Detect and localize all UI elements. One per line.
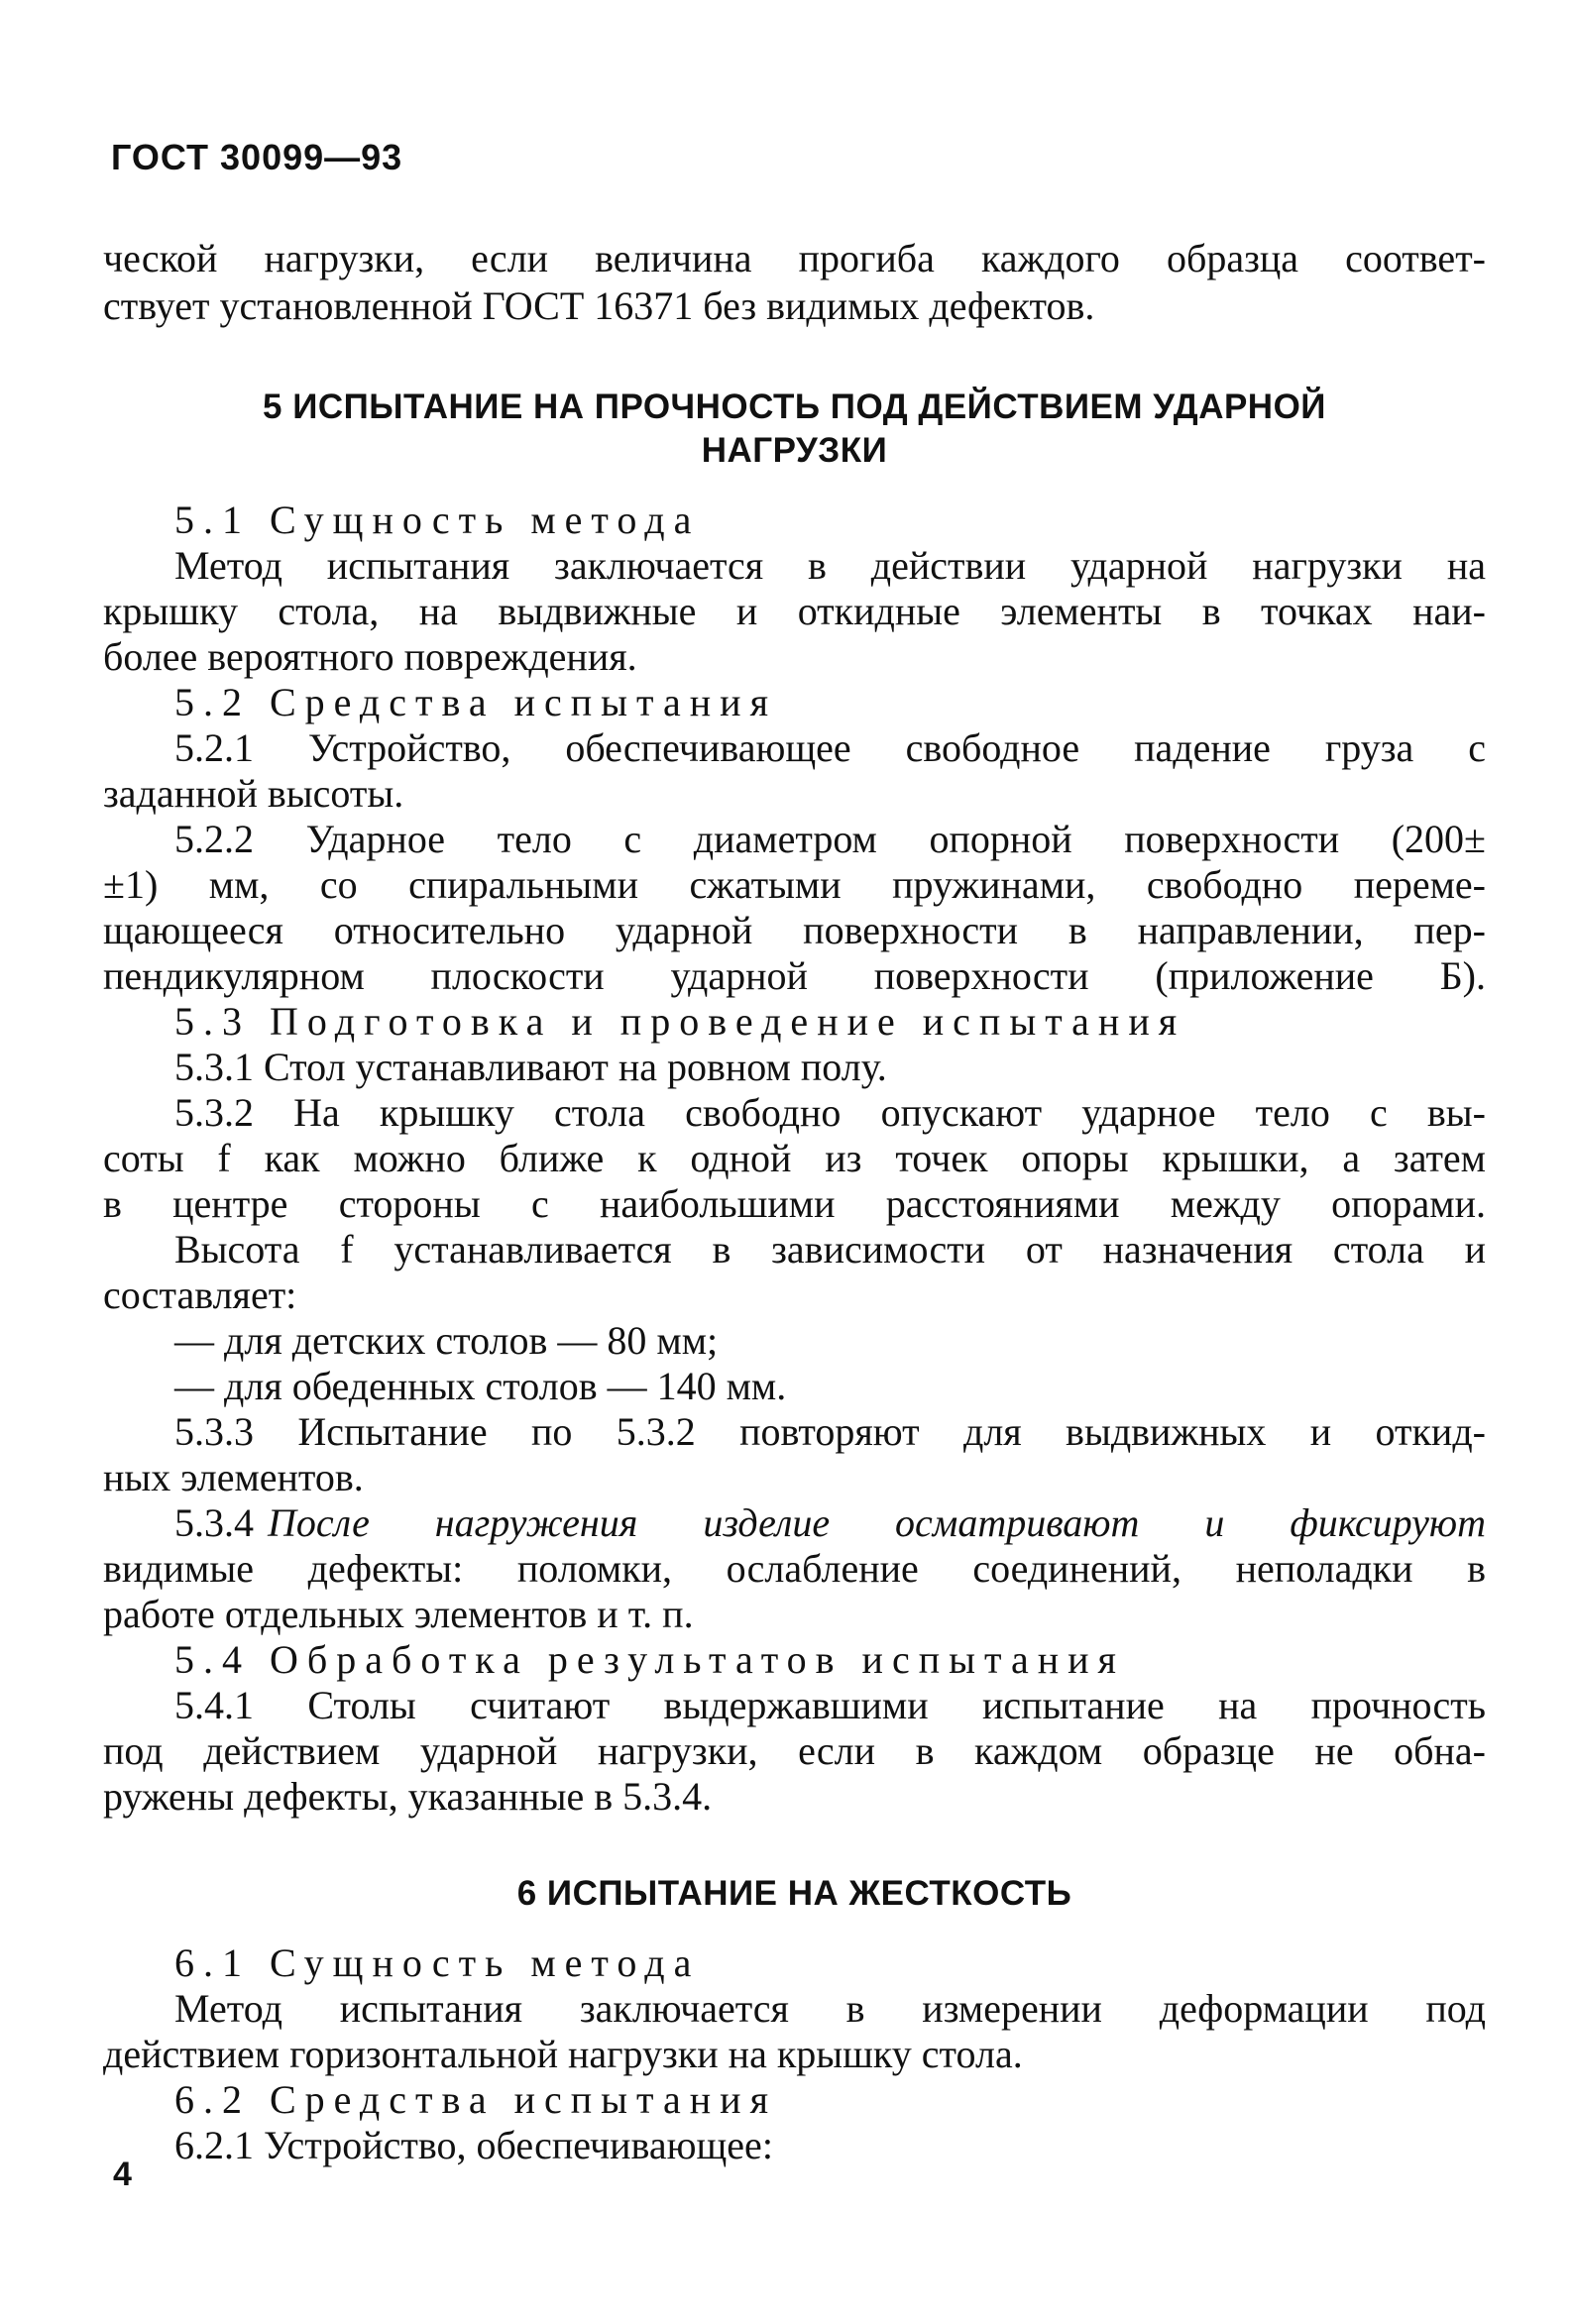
section-heading: 5 ИСПЫТАНИЕ НА ПРОЧНОСТЬ ПОД ДЕЙСТВИЕМ УДАРНОЙ	[263, 387, 1326, 426]
text-line: действием горизонтальной нагрузки на крышку стола.	[103, 2032, 1023, 2076]
text-line: ствует установленной ГОСТ 16371 без видимых дефектов.	[103, 283, 1095, 328]
clause-number: 5.3.4	[174, 1500, 254, 1545]
text-line: 6.2.1 Устройство, обеспечивающее:	[174, 2123, 773, 2167]
list-item: — для детских столов — 80 мм;	[174, 1318, 719, 1363]
text-line: видимые дефекты: поломки, ослабление соединений, неполадки в	[103, 1546, 1486, 1591]
subsection-heading: 6.1 Сущность метода	[174, 1940, 701, 1985]
text-line: 5.3.3 Испытание по 5.3.2 повторяют для выдвижных и откид-	[174, 1409, 1486, 1454]
text-line: работе отдельных элементов и т. п.	[103, 1592, 694, 1636]
text-line: под действием ударной нагрузки, если в каждом образце не обна-	[103, 1728, 1486, 1773]
text-line: Высота f устанавливается в зависимости от назначения стола и	[174, 1227, 1486, 1272]
list-item: — для обеденных столов — 140 мм.	[174, 1364, 787, 1408]
text-line: составляет:	[103, 1273, 297, 1317]
text-line: 5.4.1 Столы считают выдержавшими испытание на прочность	[174, 1683, 1486, 1727]
text-line: 5.2.1 Устройство, обеспечивающее свободное падение груза с	[174, 725, 1486, 770]
text-line: ческой нагрузки, если величина прогиба каждого образца соответ-	[103, 236, 1486, 280]
subsection-heading: 6.2 Средства испытания	[174, 2077, 777, 2122]
text-line: ных элементов.	[103, 1455, 364, 1499]
subsection-heading: 5.1 Сущность метода	[174, 498, 701, 542]
text-line: более вероятного повреждения.	[103, 634, 637, 679]
text-line: ±1) мм, со спиральными сжатыми пружинами, свободно переме-	[103, 862, 1486, 907]
text-line: в центре стороны с наибольшими расстояниями между опорами.	[103, 1181, 1486, 1226]
text-line: Метод испытания заключается в действии ударной нагрузки на	[174, 543, 1486, 588]
section-heading: 6 ИСПЫТАНИЕ НА ЖЕСТКОСТЬ	[516, 1874, 1072, 1913]
subsection-heading: 5.2 Средства испытания	[174, 680, 777, 724]
text-line: соты f как можно ближе к одной из точек опоры крышки, а затем	[103, 1136, 1486, 1180]
text-line: пендикулярном плоскости ударной поверхности (приложение Б).	[103, 953, 1486, 998]
subsection-heading: 5.3 Подготовка и проведение испытания	[174, 999, 1186, 1044]
text-line: 5.3.2 На крышку стола свободно опускают ударное тело с вы-	[174, 1090, 1486, 1135]
text-line: щающееся относительно ударной поверхности в направлении, пер-	[103, 908, 1486, 952]
text-line: Метод испытания заключается в измерении деформации под	[174, 1986, 1486, 2031]
text-line: 5.2.2 Ударное тело с диаметром опорной поверхности (200±	[174, 817, 1486, 861]
text-line	[174, 1500, 1486, 1546]
subsection-heading: 5.4 Обработка результатов испытания	[174, 1637, 1125, 1682]
page-number: 4	[113, 2156, 132, 2193]
text-line: 5.3.1 Стол устанавливают на ровном полу.	[174, 1045, 887, 1089]
section-heading: НАГРУЗКИ	[701, 431, 888, 470]
italic-text: После нагружения изделие осматривают и фиксируют	[268, 1500, 1486, 1545]
page-header: ГОСТ 30099—93	[111, 137, 403, 177]
text-line: ружены дефекты, указанные в 5.3.4.	[103, 1774, 713, 1819]
text-line: крышку стола, на выдвижные и откидные элементы в точках наи-	[103, 589, 1486, 633]
text-line: заданной высоты.	[103, 771, 404, 816]
